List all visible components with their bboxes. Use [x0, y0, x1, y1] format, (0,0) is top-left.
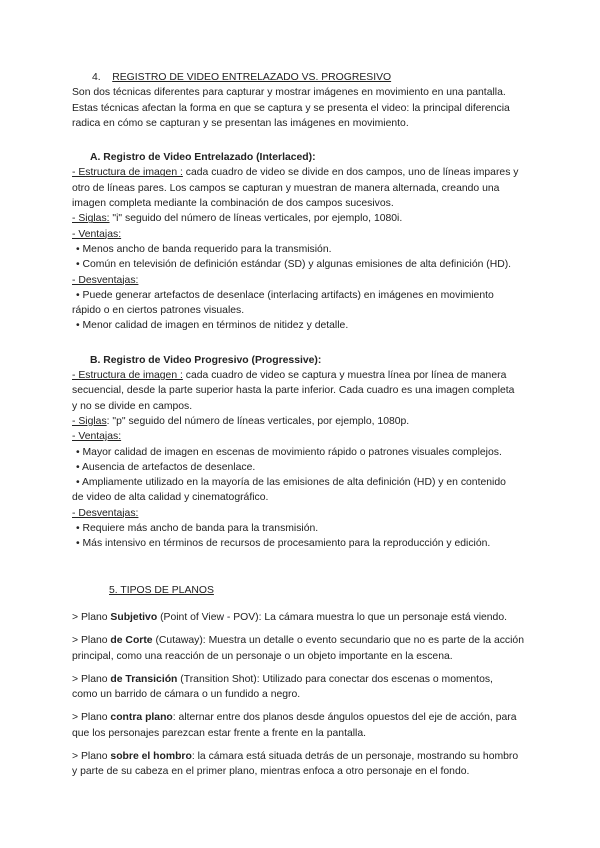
- plano-desc: : la cámara está situada detrás de un personaje, mostrando su hombro: [191, 750, 519, 762]
- b-estructura-line: [72, 368, 530, 383]
- plano-desc: (Cutaway): Muestra un detalle o evento secundario que no es parte de la acción: [152, 635, 524, 647]
- plano-desc: principal, como una reacción de un personaje o un objeto importante en la escena.: [72, 650, 453, 662]
- a-siglas-line: [72, 211, 530, 226]
- section-4-number: 4.: [92, 72, 101, 83]
- plano-desc: (Transition Shot): Utilizado para conectar dos escenas o momentos,: [177, 673, 493, 685]
- plano-subjetivo: [72, 610, 530, 625]
- plano-name: sobre el hombro: [110, 750, 192, 762]
- plano-desc: (Point of View - POV): La cámara muestra lo que un personaje está viendo.: [157, 611, 507, 623]
- a-ventaja-item: • Menos ancho de banda requerido para la transmisión.: [76, 243, 332, 255]
- plano-name: de Corte: [110, 635, 153, 647]
- planos-list: [72, 610, 530, 780]
- b-estructura-label: - Estructura de imagen :: [72, 370, 183, 382]
- a-ventaja-item: • Común en televisión de definición estándar (SD) y algunas emisiones de alta definición (HD).: [76, 259, 512, 271]
- plano-prefix: > Plano: [72, 750, 111, 762]
- a-estructura-line: otro de líneas pares. Los campos se capturan y muestran de manera alternada, creando una: [72, 182, 500, 194]
- b-ventaja-item: • Ausencia de artefactos de desenlace.: [76, 461, 256, 473]
- b-estructura-text: cada cuadro de video se captura y muestra línea por línea de manera: [182, 370, 507, 382]
- a-siglas-label: - Siglas:: [72, 213, 110, 225]
- plano-prefix: > Plano: [72, 712, 111, 724]
- a-estructura-label: - Estructura de imagen :: [72, 167, 183, 179]
- plano-contra-plano: [72, 710, 530, 741]
- plano-de-transicion: [72, 672, 530, 703]
- a-desventaja-item: • Puede generar artefactos de desenlace (interlacing artifacts) en imágenes en movimiento: [76, 289, 494, 301]
- a-desventajas-label: - Desventajas:: [72, 274, 139, 286]
- b-siglas-line: [72, 414, 530, 429]
- intro-line: Son dos técnicas diferentes para capturar y mostrar imágenes en movimiento en una pantalla.: [72, 87, 506, 99]
- plano-prefix: > Plano: [72, 635, 111, 647]
- plano-name: Subjetivo: [110, 611, 158, 623]
- b-siglas-label: - Siglas: [72, 415, 107, 427]
- b-desventajas-label: - Desventajas:: [72, 507, 139, 519]
- intro-line: Estas técnicas afectan la forma en que se captura y se presenta el video: la principal diferencia: [72, 102, 510, 114]
- intro-line: radica en cómo se capturan y se presentan las imágenes en movimiento.: [72, 117, 409, 129]
- plano-desc: que los personajes parezcan estar frente a frente en la pantalla.: [72, 727, 367, 739]
- section-4-title: REGISTRO DE VIDEO ENTRELAZADO VS. PROGRESIVO: [112, 72, 392, 83]
- a-desventaja-item: • Menor calidad de imagen en términos de nitidez y detalle.: [76, 320, 349, 332]
- plano-prefix: > Plano: [72, 611, 111, 623]
- b-ventaja-item: • Mayor calidad de imagen en escenas de movimiento rápido o patrones visuales complejos.: [76, 446, 502, 458]
- a-siglas-text: "i" seguido del número de líneas verticales, por ejemplo, 1080i.: [109, 213, 403, 225]
- b-ventaja-item: • Ampliamente utilizado en la mayoría de las emisiones de alta definición (HD) y en contenido: [76, 477, 506, 489]
- a-estructura-text: cada cuadro de video se divide en dos campos, uno de líneas impares y: [182, 167, 519, 179]
- a-desventaja-item: rápido o en ciertos patrones visuales.: [72, 305, 245, 317]
- b-desventaja-item: • Más intensivo en términos de recursos de procesamiento para la reproducción y edición.: [76, 538, 491, 550]
- b-estructura-line: y no se divide en campos.: [72, 400, 193, 412]
- a-estructura-line: [72, 165, 530, 180]
- plano-name: contra plano: [110, 712, 173, 724]
- section-5-heading: 5. TIPOS DE PLANOS: [109, 584, 214, 596]
- section-b-heading: B. Registro de Video Progresivo (Progressive):: [90, 354, 322, 366]
- section-a-heading: A. Registro de Video Entrelazado (Interlaced):: [90, 152, 316, 164]
- plano-de-corte: [72, 633, 530, 664]
- plano-desc: y parte de su cabeza en el primer plano, mientras enfoca a otro personaje en el fondo.: [72, 766, 470, 778]
- plano-desc: : alternar entre dos planos desde ángulos opuestos del eje de acción, para: [172, 712, 517, 724]
- plano-prefix: > Plano: [72, 673, 111, 685]
- b-ventaja-item: de video de alta calidad y cinematográfico.: [72, 492, 269, 504]
- plano-desc: como un barrido de cámara o un fundido a negro.: [72, 689, 301, 701]
- plano-sobre-el-hombro: [72, 749, 530, 780]
- b-estructura-line: secuencial, desde la parte superior hasta la parte inferior. Cada cuadro es una imagen completa: [72, 385, 515, 397]
- section-4-heading: [92, 70, 530, 85]
- b-ventajas-label: - Ventajas:: [72, 431, 122, 443]
- a-estructura-line: imagen completa mediante la combinación de dos campos sucesivos.: [72, 198, 394, 210]
- plano-name: de Transición: [110, 673, 178, 685]
- document-page: [72, 70, 530, 780]
- b-desventaja-item: • Requiere más ancho de banda para la transmisión.: [76, 523, 319, 535]
- b-siglas-text: : "p" seguido del número de líneas verticales, por ejemplo, 1080p.: [106, 415, 410, 427]
- a-ventajas-label: - Ventajas:: [72, 228, 122, 240]
